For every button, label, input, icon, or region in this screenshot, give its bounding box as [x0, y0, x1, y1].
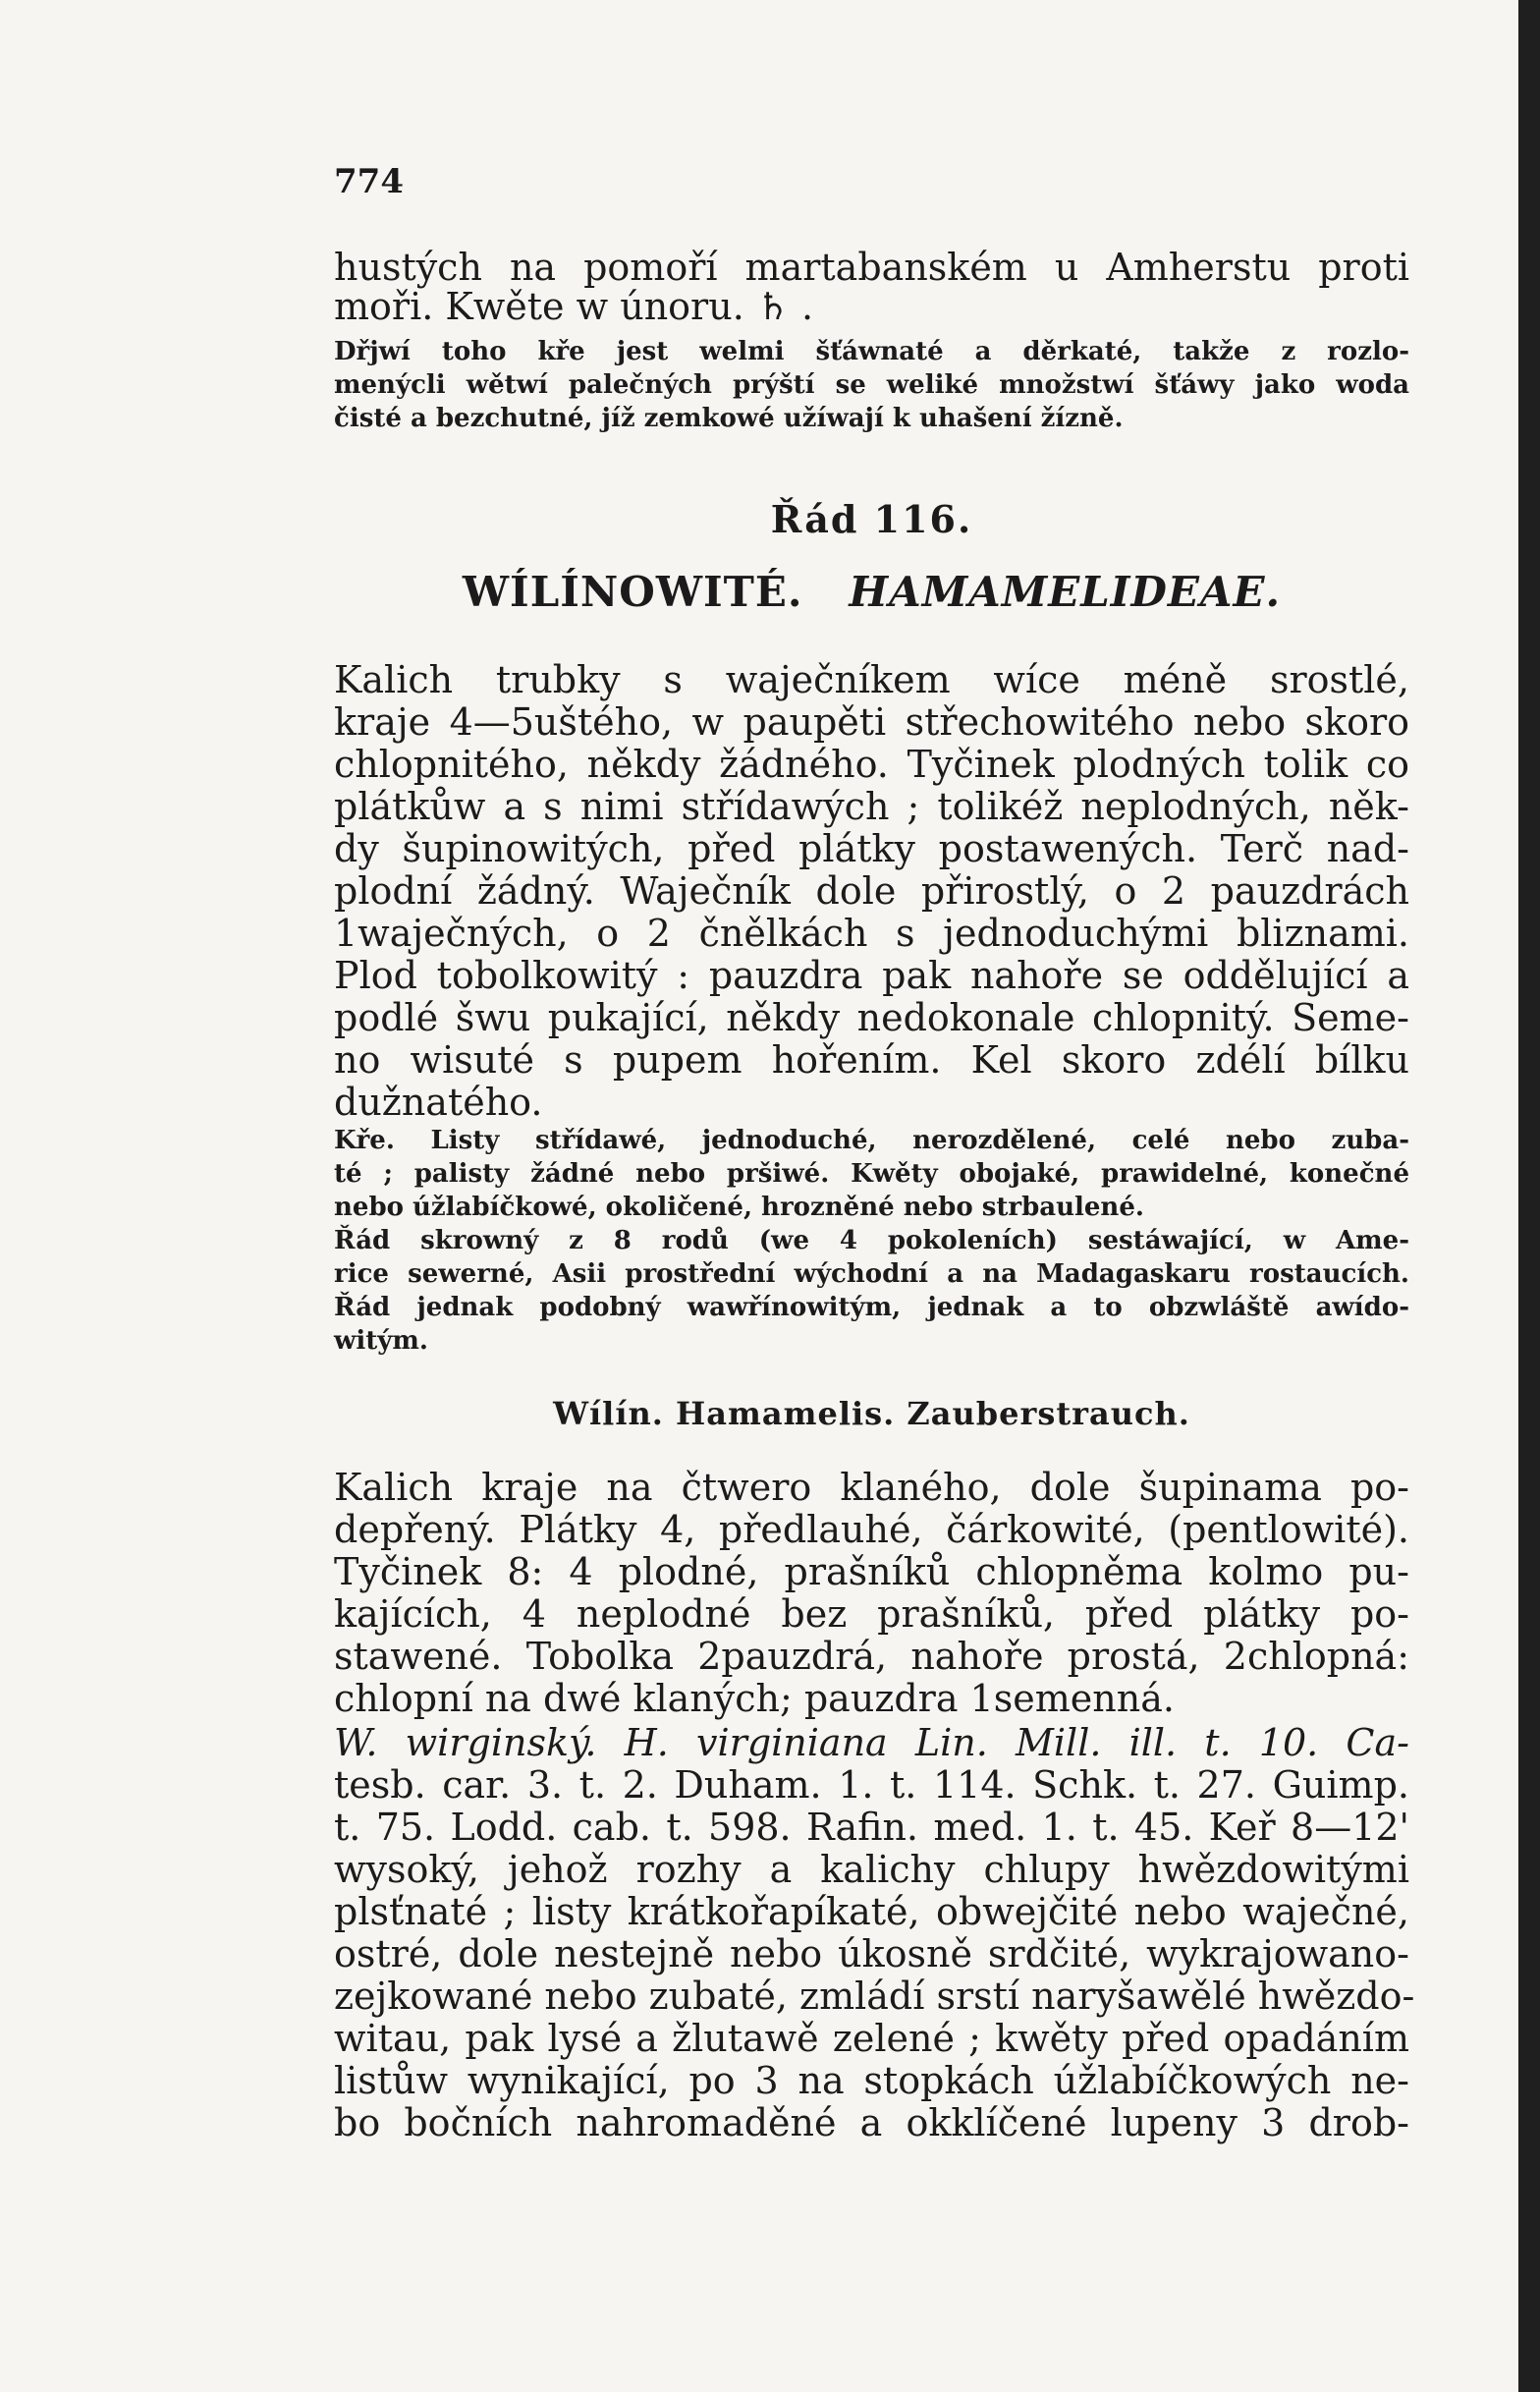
species-desc-line: wysoký, jehož rozhy a kalichy chlupy hwězdowitými [334, 1848, 1409, 1891]
family-heading [334, 568, 1409, 616]
species-desc-line: witau, pak lysé a žlutawě zelené ; kwěty před opadáním [334, 2017, 1409, 2060]
intro-line: moři. Kwěte w únoru. ♄ . [334, 285, 814, 328]
species-desc-line: t. 75. Lodd. cab. t. 598. Rafin. med. 1. t. 45. Keř 8—12' [334, 1806, 1409, 1849]
genus-desc-line: kajících, 4 neplodné bez prašníků, před plátky po- [334, 1592, 1409, 1636]
species-desc-line: listůw wynikající, po 3 na stopkách úžlabíčkowých ne- [334, 2059, 1409, 2102]
order-desc-line: chlopnitého, někdy žádného. Tyčinek plodných tolik co [334, 743, 1409, 786]
book-spine-edge [1518, 0, 1540, 2392]
species-desc-line: tesb. car. 3. t. 2. Duham. 1. t. 114. Schk. t. 27. Guimp. [334, 1763, 1409, 1807]
order-desc-line: kraje 4—5uštého, w paupěti střechowitého nebo skoro [334, 700, 1409, 744]
genus-title: Wílín. Hamamelis. Zauberstrauch. [553, 1395, 1190, 1432]
genus-desc-line: stawené. Tobolka 2pauzdrá, nahoře prostá, 2chlopná: [334, 1635, 1409, 1678]
order-desc-line: dy šupinowitých, před plátky postawených. Terč nad- [334, 827, 1409, 870]
note-line: čisté a bezchutné, jíž zemkowé užíwají k uhašení žízně. [334, 404, 1124, 433]
order-note-line: Kře. Listy střídawé, jednoduché, nerozdělené, celé nebo zuba- [334, 1126, 1409, 1155]
order-desc-line: podlé šwu pukající, někdy nedokonale chlopnitý. Seme- [334, 996, 1409, 1039]
order-note-line: rice sewerné, Asii prostřední wýchodní a na Madagaskaru rostaucích. [334, 1259, 1409, 1289]
species-desc-line: zejkowané nebo zubaté, zmládí srstí naryšawělé hwězdo- [334, 1975, 1415, 2018]
order-title: Řád 116. [770, 497, 973, 541]
genus-desc-line: chlopní na dwé klaných; pauzdra 1semenná. [334, 1677, 1175, 1720]
species-desc-line: plsťnaté ; listy krátkořapíkaté, obwejčité nebo waječné, [334, 1890, 1409, 1933]
note-line: Dřjwí toho kře jest welmi šťáwnaté a děrkaté, takže z rozlo- [334, 337, 1409, 366]
order-desc-line: dužnatého. [334, 1081, 543, 1124]
order-desc-line: plodní žádný. Waječník dole přirostlý, o 2 pauzdrách [334, 869, 1409, 913]
order-desc-line: plátkůw a s nimi střídawých ; tolikéž neplodných, něk- [334, 785, 1409, 828]
genus-desc-line: Tyčinek 8: 4 plodné, prašníků chlopněma kolmo pu- [334, 1550, 1409, 1593]
family-latin-name: HAMAMELIDEAE. [849, 568, 1282, 616]
order-desc-line: Kalich trubky s waječníkem wíce méně srostlé, [334, 658, 1409, 701]
genus-desc-line: depřený. Plátky 4, předlauhé, čárkowité, (pentlowité). [334, 1508, 1409, 1551]
page-number: 774 [334, 162, 404, 201]
order-desc-line: Plod tobolkowitý : pauzdra pak nahoře se oddělující a [334, 954, 1409, 997]
genus-desc-line: Kalich kraje na čtwero klaného, dole šupinama po- [334, 1466, 1409, 1509]
species-desc-line: W. wirginský. H. virginiana Lin. Mill. ill. t. 10. Ca- [334, 1721, 1409, 1764]
note-line: menýcli wětwí palečných prýští se weliké množstwí šťáwy jako woda [334, 370, 1409, 400]
order-note-line: witým. [334, 1326, 428, 1356]
species-desc-line: ostré, dole nestejně nebo úkosně srdčité, wykrajowano- [334, 1932, 1409, 1975]
species-desc-line: bo bočních nahromaděné a okklíčené lupeny 3 drob- [334, 2101, 1409, 2144]
order-desc-line: no wisuté s pupem hořením. Kel skoro zdélí bílku [334, 1038, 1409, 1082]
order-desc-line: 1waječných, o 2 čnělkách s jednoduchými bliznami. [334, 912, 1409, 955]
family-czech-name: WÍLÍNOWITÉ. [462, 568, 803, 616]
order-note-line: nebo úžlabíčkowé, okoličené, hrozněné nebo strbaulené. [334, 1193, 1144, 1222]
order-note-line: té ; palisty žádné nebo pršiwé. Kwěty obojaké, prawidelné, konečné [334, 1159, 1409, 1189]
order-note-line: Řád skrowný z 8 rodů (we 4 pokoleních) sestáwající, w Ame- [334, 1226, 1409, 1255]
intro-line: hustých na pomoří martabanském u Amherstu proti [334, 246, 1409, 289]
order-note-line: Řád jednak podobný wawřínowitým, jednak a to obzwláště awído- [334, 1293, 1409, 1322]
